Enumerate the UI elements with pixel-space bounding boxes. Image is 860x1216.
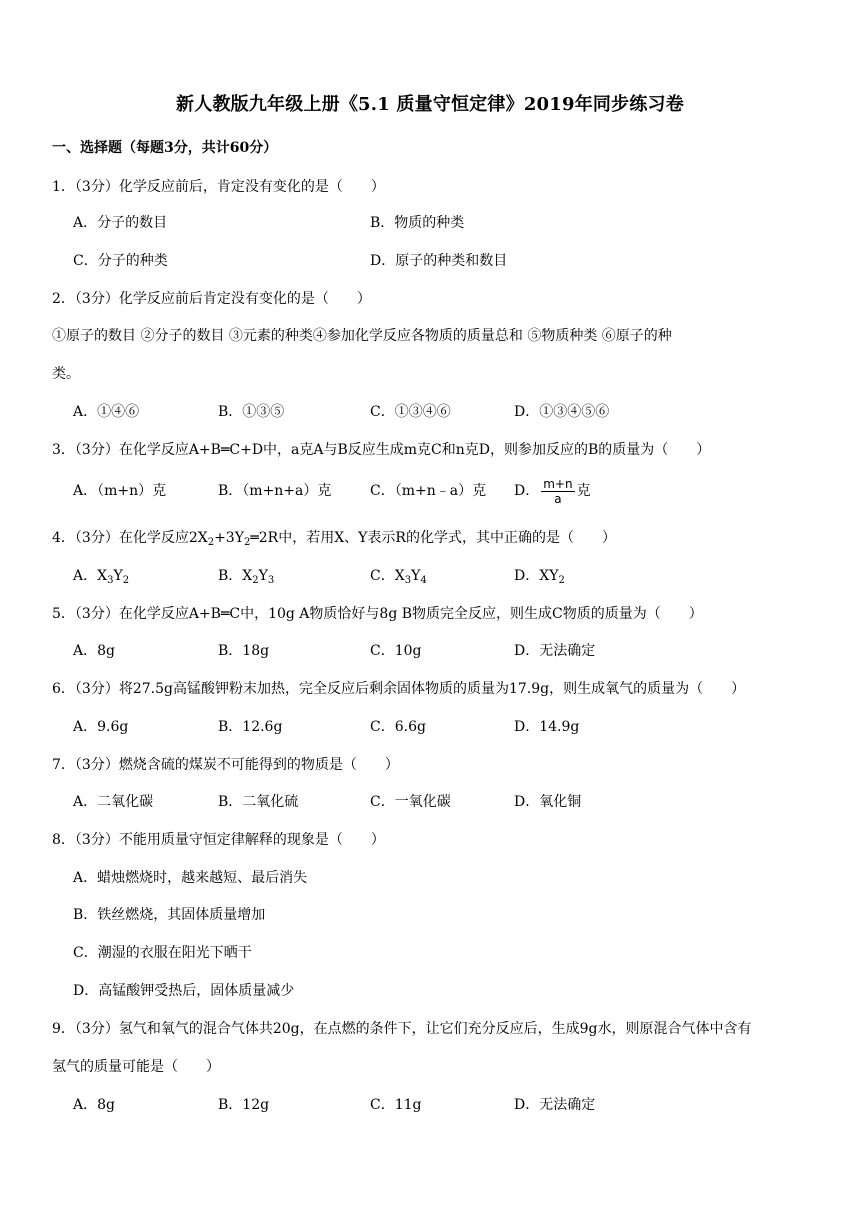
fraction-denominator: a bbox=[554, 491, 562, 506]
question-9-option-a: A．8g bbox=[73, 1097, 115, 1113]
question-9-option-c: C．11g bbox=[370, 1097, 422, 1113]
question-3-stem: 3．（3分）在化学反应A+B═C+D中，a克A与B反应生成m克C和n克D，则参加反应的B的质量为（ ） bbox=[52, 442, 711, 458]
question-8-option-b: B．铁丝燃烧，其固体质量增加 bbox=[73, 907, 266, 923]
question-4-option-a: A．$X_3Y_2$ bbox=[73, 568, 130, 586]
fraction-numerator: m+n bbox=[543, 476, 573, 491]
question-8-stem: 8．（3分）不能用质量守恒定律解释的现象是（ ） bbox=[52, 832, 385, 848]
question-2-items: ①原子的数目 ②分子的数目 ③元素的种类④参加化学反应各物质的质量总和 ⑤物质种类 ⑥原子的种 bbox=[52, 328, 672, 344]
question-4-stem: 4．（3分）在化学反应$2X_2+3Y_2═2R$中，若用X、Y表示R的化学式，其中正确的是（ ） bbox=[52, 530, 616, 548]
question-9-option-b: B．12g bbox=[218, 1097, 270, 1113]
page-title: 新人教版九年级上册《5.1 质量守恒定律》2019年同步练习卷 bbox=[176, 94, 684, 115]
question-6-option-d: D．14.9g bbox=[514, 719, 580, 735]
question-2-items-cont: 类。 bbox=[52, 366, 80, 382]
question-7-option-d: D．氧化铜 bbox=[514, 794, 582, 810]
question-3-option-d bbox=[514, 473, 591, 509]
question-2-option-b: B．①③⑤ bbox=[218, 404, 285, 420]
section-heading: 一、选择题（每题3分，共计60分） bbox=[52, 140, 278, 156]
question-1-option-a: A．分子的数目 bbox=[73, 215, 168, 231]
fraction-unit: 克 bbox=[576, 483, 591, 499]
question-1-stem: 1．（3分）化学反应前后，肯定没有变化的是（ ） bbox=[52, 179, 385, 195]
question-3-option-b: B．（m+n+a）克 bbox=[218, 483, 332, 499]
fraction bbox=[541, 477, 574, 506]
question-7-option-a: A．二氧化碳 bbox=[73, 794, 154, 810]
question-6-option-b: B．12.6g bbox=[218, 719, 283, 735]
question-7-option-c: C．一氧化碳 bbox=[370, 794, 451, 810]
question-2-option-d: D．①③④⑤⑥ bbox=[514, 404, 610, 420]
question-9-stem: 9．（3分）氢气和氧气的混合气体共20g，在点燃的条件下，让它们充分反应后，生成9g水，则原混合气体中含有 bbox=[52, 1021, 752, 1037]
question-6-option-a: A．9.6g bbox=[73, 719, 129, 735]
question-2-stem: 2．（3分）化学反应前后肯定没有变化的是（ ） bbox=[52, 291, 371, 307]
question-4-option-d: D．$XY_2$ bbox=[514, 568, 565, 586]
question-9-stem-cont: 氢气的质量可能是（ ） bbox=[52, 1059, 220, 1075]
question-6-stem: 6．（3分）将27.5g高锰酸钾粉末加热，完全反应后剩余固体物质的质量为17.9g，则生成氧气的质量为（ ） bbox=[52, 681, 746, 697]
question-5-stem: 5．（3分）在化学反应A+B═C中，10g A物质恰好与8g B物质完全反应，则生成C物质的质量为（ ） bbox=[52, 606, 703, 622]
question-6-option-c: C．6.6g bbox=[370, 719, 426, 735]
question-8-option-a: A．蜡烛燃烧时，越来越短、最后消失 bbox=[73, 870, 308, 886]
question-7-stem: 7．（3分）燃烧含硫的煤炭不可能得到的物质是（ ） bbox=[52, 757, 399, 773]
question-2-option-c: C．①③④⑥ bbox=[370, 404, 451, 420]
question-7-option-b: B．二氧化硫 bbox=[218, 794, 299, 810]
question-4-option-c: C．$X_3Y_4$ bbox=[370, 568, 427, 586]
question-1-option-c: C．分子的种类 bbox=[73, 253, 168, 269]
question-3-option-a: A．（m+n）克 bbox=[73, 483, 167, 499]
question-2-option-a: A．①④⑥ bbox=[73, 404, 140, 420]
question-5-option-c: C．10g bbox=[370, 643, 422, 659]
question-9-option-d: D．无法确定 bbox=[514, 1097, 596, 1113]
question-4-option-b: B．$X_2Y_3$ bbox=[218, 568, 275, 586]
question-3-option-c: C．（m+n﹣a）克 bbox=[370, 483, 487, 499]
question-5-option-a: A．8g bbox=[73, 643, 115, 659]
question-8-option-c: C．潮湿的衣服在阳光下晒干 bbox=[73, 945, 252, 961]
question-8-option-d: D．高锰酸钾受热后，固体质量减少 bbox=[73, 983, 295, 999]
question-5-option-b: B．18g bbox=[218, 643, 270, 659]
question-3-option-d-label: D． bbox=[514, 483, 540, 499]
question-5-option-d: D．无法确定 bbox=[514, 643, 596, 659]
question-1-option-b: B．物质的种类 bbox=[370, 215, 465, 231]
question-1-option-d: D．原子的种类和数目 bbox=[370, 253, 508, 269]
